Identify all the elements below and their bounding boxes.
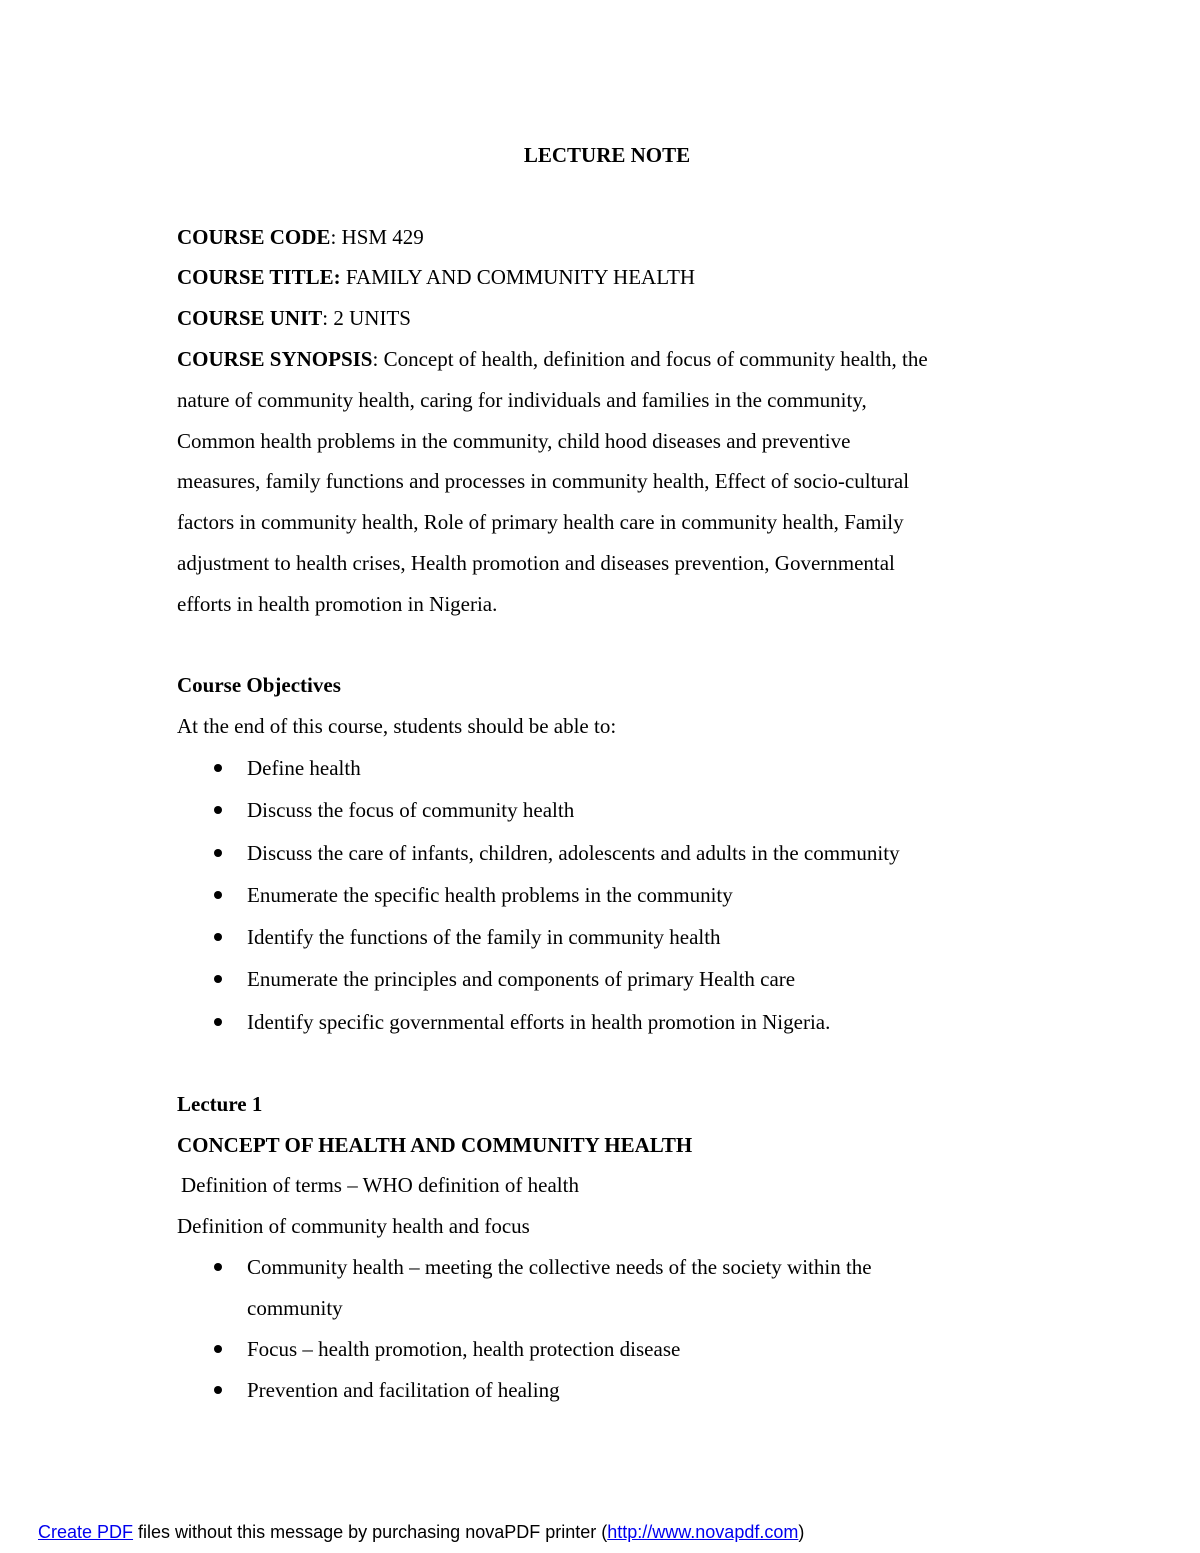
definition-community: Definition of community health and focus xyxy=(177,1214,530,1239)
list-item: Focus – health promotion, health protection disease xyxy=(177,1329,1057,1370)
list-item: Identify specific governmental efforts in health promotion in Nigeria. xyxy=(177,1001,1057,1043)
list-item: Enumerate the principles and components of primary Health care xyxy=(177,958,1057,1000)
course-unit-line xyxy=(177,298,1057,339)
create-pdf-link[interactable]: Create PDF xyxy=(38,1522,134,1542)
list-item: Define health xyxy=(177,747,1057,789)
synopsis-line: efforts in health promotion in Nigeria. xyxy=(177,591,498,616)
objectives-list xyxy=(177,747,1057,1043)
document-title: LECTURE NOTE xyxy=(523,143,691,167)
synopsis-line: : Concept of health, definition and focus of community health, the xyxy=(372,346,928,371)
synopsis-line: measures, family functions and processes in community health, Effect of socio-cultural xyxy=(177,469,910,494)
bullet-icon xyxy=(214,975,222,983)
bullet-icon xyxy=(214,1263,222,1271)
course-title-line xyxy=(177,257,1057,298)
bullet-icon xyxy=(214,933,222,941)
lecture-title: CONCEPT OF HEALTH AND COMMUNITY HEALTH xyxy=(177,1132,693,1157)
list-item: Prevention and facilitation of healing xyxy=(177,1370,1057,1411)
course-code-label: COURSE CODE xyxy=(177,224,331,249)
document-body xyxy=(177,135,1057,1411)
list-item: Identify the functions of the family in community health xyxy=(177,916,1057,958)
bullet-icon xyxy=(214,849,222,857)
list-item: Discuss the care of infants, children, adolescents and adults in the community xyxy=(177,832,1057,874)
lecture-label: Lecture 1 xyxy=(177,1091,263,1116)
synopsis-line: Common health problems in the community, child hood diseases and preventive xyxy=(177,428,851,453)
list-item: Discuss the focus of community health xyxy=(177,789,1057,831)
footer-text-end: ) xyxy=(798,1522,805,1542)
lecture-points xyxy=(177,1247,1057,1411)
course-code-value: : HSM 429 xyxy=(330,224,424,249)
course-unit-label: COURSE UNIT xyxy=(177,306,323,331)
synopsis-label: COURSE SYNOPSIS xyxy=(177,346,373,371)
bullet-icon xyxy=(214,764,222,772)
synopsis-line: adjustment to health crises, Health promotion and diseases prevention, Governmental xyxy=(177,550,895,575)
course-title-label: COURSE TITLE: xyxy=(177,265,341,290)
course-unit-value: : 2 UNITS xyxy=(322,306,411,331)
objectives-intro: At the end of this course, students should be able to: xyxy=(177,714,617,739)
novapdf-link[interactable]: http://www.novapdf.com xyxy=(607,1522,799,1542)
synopsis-line: factors in community health, Role of primary health care in community health, Family xyxy=(177,510,904,535)
objectives-heading: Course Objectives xyxy=(177,673,341,698)
bullet-icon xyxy=(214,806,222,814)
course-title-value: FAMILY AND COMMUNITY HEALTH xyxy=(340,265,696,290)
course-synopsis xyxy=(177,339,1057,625)
bullet-icon xyxy=(214,1345,222,1353)
bullet-icon xyxy=(214,891,222,899)
synopsis-line: nature of community health, caring for individuals and families in the community, xyxy=(177,387,867,412)
definition-terms: Definition of terms – WHO definition of health xyxy=(181,1173,579,1198)
footer-text: files without this message by purchasing novaPDF printer ( xyxy=(133,1522,608,1542)
course-code-line xyxy=(177,217,1057,258)
bullet-icon xyxy=(214,1018,222,1026)
list-item: Community health – meeting the collective needs of the society within the community xyxy=(177,1247,1057,1329)
list-item: Enumerate the specific health problems in the community xyxy=(177,874,1057,916)
bullet-icon xyxy=(214,1386,222,1394)
pdf-footer xyxy=(38,1522,804,1543)
